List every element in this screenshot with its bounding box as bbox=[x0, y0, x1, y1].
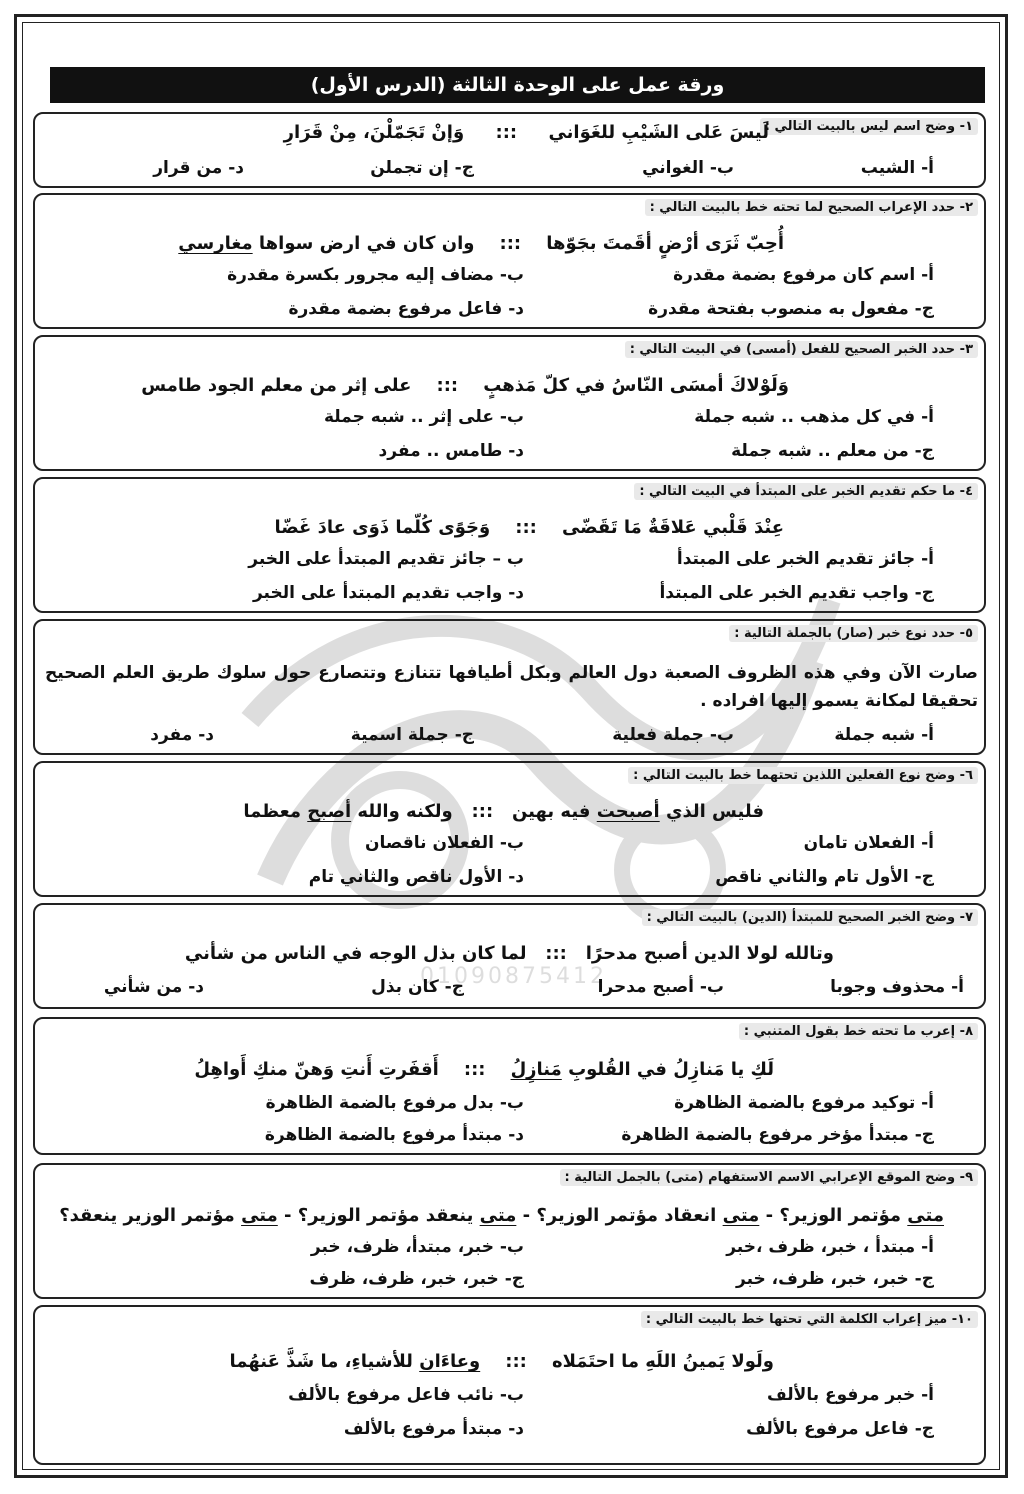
question-2 bbox=[33, 193, 986, 329]
underlined-mata: متى bbox=[907, 1205, 944, 1226]
sentence-3: ينعقد مؤتمر الوزير؟ - bbox=[277, 1205, 480, 1226]
verse-second-half: أَقفَرتِ أَنتِ وَهنّ منكِ أَواهِلُ bbox=[194, 1059, 439, 1080]
sentence-2: انعقاد مؤتمر الوزير؟ - bbox=[516, 1205, 723, 1226]
underlined-verb-2: أصبح bbox=[307, 801, 352, 822]
question-7 bbox=[33, 903, 986, 1009]
option-c[interactable]: ج- مفعول به منصوب بفتحة مقدرة bbox=[648, 299, 934, 319]
option-a[interactable]: أ- خبر مرفوع بالألف bbox=[767, 1385, 934, 1405]
option-b[interactable]: ب- بدل مرفوع بالضمة الظاهرة bbox=[265, 1093, 524, 1113]
option-b[interactable]: ب- نائب فاعل مرفوع بالألف bbox=[288, 1385, 524, 1405]
option-d[interactable]: د- مبتدأ مرفوع بالضمة الظاهرة bbox=[264, 1125, 524, 1145]
question-5-prompt: ٥- حدد نوع خبر (صار) بالجملة التالية : bbox=[729, 625, 978, 642]
verse-separator: ::: bbox=[495, 122, 518, 143]
question-7-prompt: ٧- وضح الخبر الصحيح للمبتدأ (الدين) بالبيت التالي : bbox=[642, 909, 978, 926]
verse-second-half-suffix: معظما bbox=[243, 801, 308, 822]
option-c[interactable]: ج- كان بذل bbox=[371, 977, 464, 997]
verse-first-half: أُحِبّ ثَرَى أرْضٍ أقَمتَ بجَوّها bbox=[546, 233, 784, 254]
question-10 bbox=[33, 1305, 986, 1465]
question-9-prompt: ٩- وضح الموقع الإعرابي الاسم الاستفهام (متى) بالجمل التالية : bbox=[560, 1169, 978, 1186]
underlined-word: مغارسي bbox=[178, 233, 253, 254]
underlined-word: وعاءَان bbox=[419, 1351, 481, 1372]
verse-first-half: لَيسَ عَلى الشَيْبِ للغَوَاني bbox=[548, 122, 769, 143]
watermark-phone: 01090875412 bbox=[420, 964, 607, 989]
option-b[interactable]: ب- أصبح مدحرا bbox=[597, 977, 724, 997]
underlined-word: مَنازِلُ bbox=[510, 1059, 562, 1080]
verse-first-half: وتالله لولا الدين أصبح مدحرًا bbox=[585, 943, 834, 964]
option-d[interactable]: د- فاعل مرفوع بضمة مقدرة bbox=[288, 299, 524, 319]
verse-line bbox=[185, 943, 834, 964]
verse-separator: ::: bbox=[471, 801, 494, 822]
option-c[interactable]: ج- إن تجملن bbox=[370, 158, 474, 178]
verse-separator: ::: bbox=[499, 233, 522, 254]
underlined-mata: متى bbox=[241, 1205, 278, 1226]
question-10-prompt: ١٠- ميز إعراب الكلمة التي تحتها خط بالبيت التالي : bbox=[641, 1311, 978, 1328]
option-a[interactable]: أ- توكيد مرفوع بالضمة الظاهرة bbox=[674, 1093, 934, 1113]
question-4-prompt: ٤- ما حكم تقديم الخبر على المبتدأ في البيت التالي : bbox=[634, 483, 978, 500]
worksheet-title: ورقة عمل على الوحدة الثالثة (الدرس الأول) bbox=[50, 67, 985, 103]
sentences-line bbox=[59, 1205, 944, 1226]
verse-second-half-prefix: ولكنه والله bbox=[351, 801, 453, 822]
verse-separator: ::: bbox=[505, 1351, 527, 1372]
verse-second-half: وَإنْ تَجَمّلْنَ، مِنْ قَرَارِ bbox=[283, 122, 465, 143]
verse-first-half: ولَولا يَمينُ اللَهِ ما احتَمَلاه bbox=[551, 1351, 774, 1372]
question-1 bbox=[33, 112, 986, 188]
question-3-prompt: ٣- حدد الخبر الصحيح للفعل (أمسى) في البيت التالي : bbox=[625, 341, 978, 358]
option-d[interactable]: د- طامس .. مفرد bbox=[378, 441, 524, 461]
verse-second-half: وَجَوًى كُلّما ذَوَى عادَ غَضّا bbox=[274, 517, 491, 538]
option-a[interactable]: أ- مبتدأ ، خبر، ظرف ،خبر bbox=[726, 1237, 934, 1257]
sentence-1: مؤتمر الوزير؟ - bbox=[759, 1205, 908, 1226]
option-c[interactable]: ج- جملة اسمية bbox=[350, 725, 474, 745]
verse-second-half: لما كان بذل الوجه في الناس من شأني bbox=[184, 943, 527, 964]
option-d[interactable]: د- من قرار bbox=[153, 158, 244, 178]
verse-first-half: عِنْدَ قَلْبي عَلاقَةٌ مَا تَقَضّى bbox=[561, 517, 784, 538]
option-d[interactable]: ج- خبر، خبر، ظرف، ظرف bbox=[309, 1269, 524, 1289]
option-b[interactable]: ب- مضاف إليه مجرور بكسرة مقدرة bbox=[227, 265, 524, 285]
question-9 bbox=[33, 1163, 986, 1299]
question-6 bbox=[33, 761, 986, 897]
verse-second-half-suffix: للأشياءِ، ما شَذَّ عَنهُما bbox=[229, 1351, 420, 1372]
option-a[interactable]: أ- محذوف وجوبا bbox=[830, 977, 964, 997]
verse-line bbox=[243, 801, 764, 822]
option-b[interactable]: ب – جائز تقديم المبتدأ على الخبر bbox=[248, 549, 524, 569]
option-a[interactable]: أ- الشيب bbox=[860, 158, 934, 178]
verse-line bbox=[275, 517, 784, 538]
verse-line bbox=[141, 375, 789, 396]
question-6-prompt: ٦- وضح نوع الفعلين اللذين تحتهما خط بالبيت التالي : bbox=[628, 767, 978, 784]
verse-line bbox=[194, 1059, 774, 1080]
option-b[interactable]: ب- خبر، مبتدأ، ظرف، خبر bbox=[310, 1237, 524, 1257]
option-d[interactable]: د- واجب تقديم المبتدأ على الخبر bbox=[252, 583, 524, 603]
option-b[interactable]: ب- على إثر .. شبه جملة bbox=[323, 407, 524, 427]
option-c[interactable]: ج- واجب تقديم الخبر على المبتدأ bbox=[659, 583, 934, 603]
option-a[interactable]: أ- الفعلان تامان bbox=[803, 833, 934, 853]
option-a[interactable]: أ- جائز تقديم الخبر على المبتدأ bbox=[676, 549, 934, 569]
option-c[interactable]: ج- خبر، خبر، ظرف، خبر bbox=[736, 1269, 934, 1289]
option-a[interactable]: أ- اسم كان مرفوع بضمة مقدرة bbox=[673, 265, 934, 285]
question-1-prompt: ١- وضح اسم ليس بالبيت التالي : bbox=[760, 118, 978, 135]
question-5 bbox=[33, 619, 986, 755]
option-b[interactable]: ب- الغواني bbox=[642, 158, 734, 178]
option-b[interactable]: ب- جملة فعلية bbox=[612, 725, 734, 745]
question-4 bbox=[33, 477, 986, 613]
sentence-4: مؤتمر الوزير ينعقد؟ bbox=[59, 1205, 242, 1226]
option-d[interactable]: د- الأول ناقص والثاني تام bbox=[308, 867, 524, 887]
verse-first-half-prefix: فليس الذي bbox=[659, 801, 764, 822]
underlined-mata: متى bbox=[722, 1205, 760, 1226]
option-d[interactable]: د- مبتدأ مرفوع بالألف bbox=[343, 1419, 524, 1439]
verse-line bbox=[230, 1351, 774, 1372]
verse-separator: ::: bbox=[515, 517, 537, 538]
underlined-mata: متى bbox=[479, 1205, 517, 1226]
question-paragraph: صارت الآن وفي هذه الظروف الصعبة دول العالم وبكل أطيافها تتنازع وتتصارع حول سلوك طريق العلم الصحيح تحقيقا لمكانة يسمو إليها افراده . bbox=[45, 663, 978, 711]
question-3 bbox=[33, 335, 986, 471]
verse-second-half: على إثر من معلم الجود طامس bbox=[141, 375, 412, 396]
option-d[interactable]: د- من شأني bbox=[103, 977, 204, 997]
verse-second-half-prefix: وان كان في ارض سواها bbox=[252, 233, 475, 254]
verse-first-half-prefix: لَكِ يا مَنازِلُ في القُلوبِ bbox=[561, 1059, 774, 1080]
question-8-prompt: ٨- إعرب ما تحته خط بقول المتنبي : bbox=[739, 1023, 978, 1040]
verse-first-half-suffix: فيه بهين bbox=[511, 801, 597, 822]
option-c[interactable]: ج- مبتدأ مؤخر مرفوع بالضمة الظاهرة bbox=[621, 1125, 934, 1145]
option-a[interactable]: أ- في كل مذهب .. شبه جملة bbox=[694, 407, 934, 427]
option-c[interactable]: ج- فاعل مرفوع بالألف bbox=[746, 1419, 934, 1439]
verse-separator: ::: bbox=[545, 943, 567, 964]
verse-line bbox=[178, 233, 784, 254]
underlined-verb-1: أصبحت bbox=[596, 801, 660, 822]
verse-separator: ::: bbox=[463, 1059, 486, 1080]
question-8 bbox=[33, 1017, 986, 1155]
option-c[interactable]: ج- الأول تام والثاني ناقص bbox=[715, 867, 934, 887]
option-d[interactable]: د- مفرد bbox=[150, 725, 214, 745]
option-a[interactable]: أ- شبه جملة bbox=[834, 725, 934, 745]
verse-first-half: وَلَوْلاكَ أمسَى النّاسُ في كلّ مَذهبٍ bbox=[483, 375, 789, 396]
question-2-prompt: ٢- حدد الإعراب الصحيح لما تحته خط بالبيت التالي : bbox=[645, 199, 978, 216]
verse-separator: ::: bbox=[436, 375, 459, 396]
verse-line bbox=[284, 122, 769, 143]
option-b[interactable]: ب- الفعلان ناقصان bbox=[365, 833, 524, 853]
option-c[interactable]: ج- من معلم .. شبه جملة bbox=[731, 441, 934, 461]
